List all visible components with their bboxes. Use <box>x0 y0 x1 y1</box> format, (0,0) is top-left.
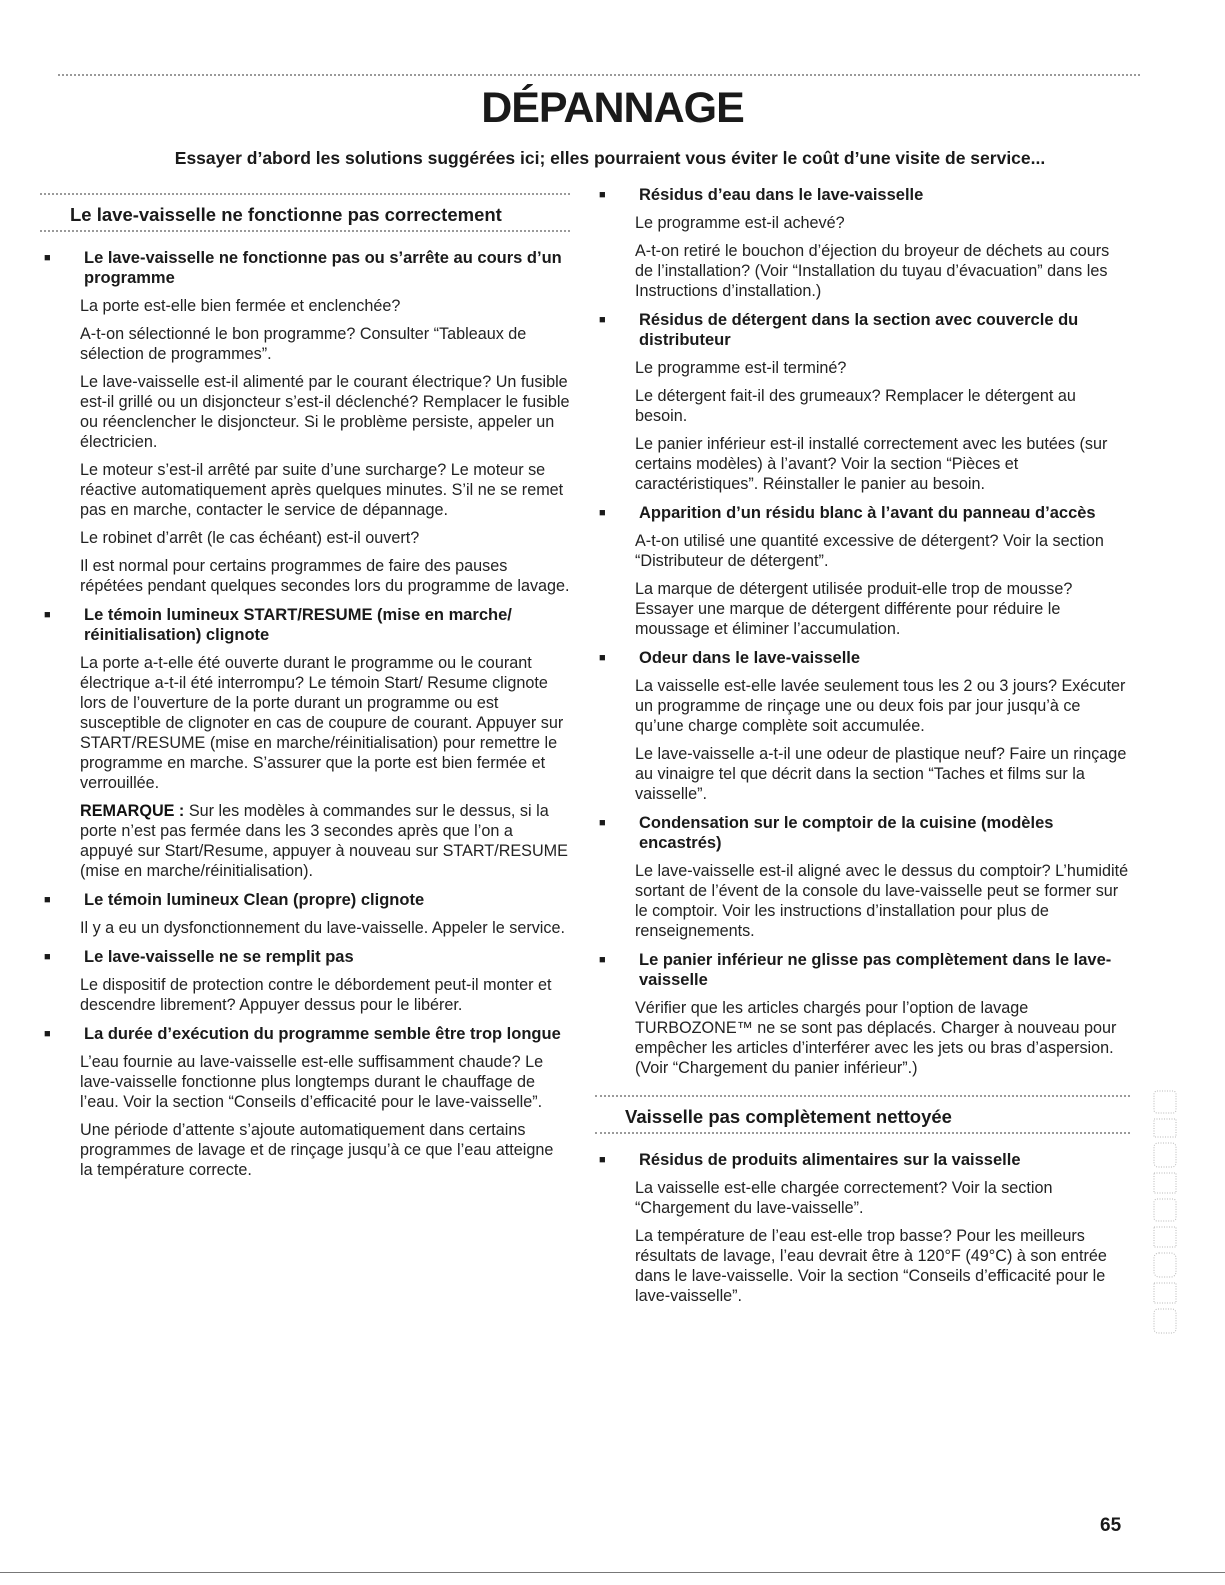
item-paragraph: Vérifier que les articles chargés pour l’option de lavage TURBOZONE™ ne se sont pas déplacés. Charger à nouveau pour empêcher les articles d’interférer avec les jets ou bras d’aspersion. (Voir “Chargement du panier inférieur”.) <box>635 999 1117 1077</box>
troubleshoot-item <box>595 813 1130 941</box>
item-paragraph: A-t-on sélectionné le bon programme? Consulter “Tableaux de sélection de programmes”. <box>80 325 527 363</box>
item-heading: Le lave-vaisselle ne se remplit pas <box>84 948 354 966</box>
section-rule-top <box>40 193 570 195</box>
item-paragraph: La vaisselle est-elle lavée seulement tous les 2 ou 3 jours? Exécuter un programme de rinçage une ou deux fois par jour jusqu’à ce qu’une charge complète soit accumulée. <box>635 677 1126 735</box>
item-heading: Le lave-vaisselle ne fonctionne pas ou s’arrête au cours d’un programme <box>84 249 562 287</box>
section-title: Le lave-vaisselle ne fonctionne pas correctement <box>70 204 502 225</box>
item-paragraph: Le robinet d’arrêt (le cas échéant) est-il ouvert? <box>80 529 420 547</box>
bottom-rule <box>0 1572 1225 1573</box>
bullet-icon: ■ <box>599 817 606 829</box>
item-paragraph: Le dispositif de protection contre le débordement peut-il monter et descendre librement? Appuyer dessus pour le libérer. <box>80 976 552 1014</box>
item-paragraph: Le lave-vaisselle est-il aligné avec le dessus du comptoir? L’humidité sortant de l’évent de la console du lave-vaisselle peut se former sur le comptoir. Voir les instructions d’installation pour plus de renseignements. <box>635 862 1129 940</box>
bullet-icon: ■ <box>44 951 51 963</box>
right-column <box>595 185 1130 1315</box>
section-rule-bottom <box>595 1132 1130 1134</box>
item-heading: Condensation sur le comptoir de la cuisine (modèles encastrés) <box>639 814 1054 852</box>
item-paragraph: Le programme est-il terminé? <box>635 359 847 377</box>
note-text: Sur les modèles à commandes sur le dessus, si la porte n’est pas fermée dans les 3 secondes après que l’on a appuyé sur Start/Resume, appuyer à nouveau sur START/RESUME (mise en marche/réinitialisation). <box>80 802 568 880</box>
item-paragraph: Il y a eu un dysfonctionnement du lave-vaisselle. Appeler le service. <box>80 919 565 937</box>
bullet-icon: ■ <box>44 609 51 621</box>
item-paragraph: Le panier inférieur est-il installé correctement avec les butées (sur certains modèles) à l’avant? Voir la section “Pièces et caractéristiques”. Réinstaller le panier au besoin. <box>635 435 1108 493</box>
item-paragraph: Le lave-vaisselle a-t-il une odeur de plastique neuf? Faire un rinçage au vinaigre tel que décrit dans la section “Taches et films sur la vaisselle”. <box>635 745 1127 803</box>
item-paragraph: La vaisselle est-elle chargée correctement? Voir la section “Chargement du lave-vaisselle”. <box>635 1179 1053 1217</box>
section-header <box>40 185 570 238</box>
item-paragraph: A-t-on retiré le bouchon d’éjection du broyeur de déchets au cours de l’installation? (Voir “Installation du tuyau d’évacuation” dans les Instructions d’installation.) <box>635 242 1110 300</box>
top-dotted-rule <box>58 74 1140 76</box>
bullet-icon: ■ <box>44 894 51 906</box>
item-paragraph: La porte est-elle bien fermée et enclenchée? <box>80 297 401 315</box>
troubleshoot-item <box>595 185 1130 301</box>
item-heading: Le panier inférieur ne glisse pas complètement dans le lave-vaisselle <box>639 951 1112 989</box>
item-paragraph: Il est normal pour certains programmes de faire des pauses répétées pendant quelques secondes lors du programme de lavage. <box>80 557 570 595</box>
item-heading: Apparition d’un résidu blanc à l’avant du panneau d’accès <box>639 504 1096 522</box>
item-paragraph: Le programme est-il achevé? <box>635 214 845 232</box>
page-number: 65 <box>1100 1515 1122 1536</box>
troubleshoot-item <box>40 248 570 596</box>
item-paragraph: La marque de détergent utilisée produit-elle trop de mousse? Essayer une marque de détergent différente pour réduire le moussage et éliminer l’accumulation. <box>635 580 1073 638</box>
item-heading: Résidus de détergent dans la section avec couvercle du distributeur <box>639 311 1079 349</box>
item-heading: La durée d’exécution du programme semble être trop longue <box>84 1025 561 1043</box>
item-paragraph: La porte a-t-elle été ouverte durant le programme ou le courant électrique a-t-il été interrompu? Le témoin Start/ Resume clignote lors de l’ouverture de la porte durant un programme ou est susceptible de clignoter en cas de coupure de courant. Appuyer sur START/RESUME (mise en marche/réinitialisation) pour remettre le programme en marche. S’assurer que la porte est bien fermée et verrouillée. <box>80 654 564 792</box>
page-subtitle: Essayer d’abord les solutions suggérées ici; elles pourraient vous éviter le coût d’une visite de service... <box>174 148 1046 168</box>
bullet-icon: ■ <box>599 189 606 201</box>
troubleshoot-item <box>40 1024 570 1180</box>
troubleshoot-item <box>595 503 1130 639</box>
watermark-stamp <box>1150 1085 1180 1340</box>
item-paragraph: Le moteur s’est-il arrêté par suite d’une surcharge? Le moteur se réactive automatiquement après quelques minutes. S’il ne se remet pas en marche, contacter le service de dépannage. <box>80 461 564 519</box>
troubleshoot-item <box>40 890 570 938</box>
item-heading: Résidus d’eau dans le lave-vaisselle <box>639 186 924 204</box>
item-heading: Odeur dans le lave-vaisselle <box>639 649 861 667</box>
item-paragraph: Le détergent fait-il des grumeaux? Remplacer le détergent au besoin. <box>635 387 1076 425</box>
note-paragraph <box>80 801 570 881</box>
troubleshoot-item <box>40 605 570 881</box>
troubleshoot-item <box>40 947 570 1015</box>
bullet-icon: ■ <box>599 1154 606 1166</box>
item-paragraph: Une période d’attente s’ajoute automatiquement dans certains programmes de lavage et de rinçage jusqu’à ce que l’eau atteigne la température correcte. <box>80 1121 554 1179</box>
left-column <box>40 185 570 1189</box>
bullet-icon: ■ <box>599 954 606 966</box>
section-header <box>595 1087 1130 1140</box>
bullet-icon: ■ <box>599 507 606 519</box>
item-paragraph: Le lave-vaisselle est-il alimenté par le courant électrique? Un fusible est-il grillé ou un disjoncteur s’est-il déclenché? Remplacer le fusible ou réenclencher le disjoncteur. Si le problème persiste, appeler un électricien. <box>80 373 570 451</box>
page-title: DÉPANNAGE <box>481 84 744 132</box>
item-paragraph: La température de l’eau est-elle trop basse? Pour les meilleurs résultats de lavage, l’eau devrait être à 120°F (49°C) à son entrée dans le lave-vaisselle. Voir la section “Conseils d’efficacité pour le lave-vaisselle”. <box>635 1227 1107 1305</box>
item-heading: Résidus de produits alimentaires sur la vaisselle <box>639 1151 1021 1169</box>
item-heading: Le témoin lumineux START/RESUME (mise en marche/ réinitialisation) clignote <box>84 606 512 644</box>
section-rule-top <box>595 1095 1130 1097</box>
troubleshoot-item <box>595 1150 1130 1306</box>
bullet-icon: ■ <box>44 252 51 264</box>
troubleshoot-item <box>595 648 1130 804</box>
troubleshoot-item <box>595 310 1130 494</box>
troubleshoot-item <box>595 950 1130 1078</box>
bullet-icon: ■ <box>599 314 606 326</box>
item-paragraph: A-t-on utilisé une quantité excessive de détergent? Voir la section “Distributeur de détergent”. <box>635 532 1104 570</box>
bullet-icon: ■ <box>44 1028 51 1040</box>
bullet-icon: ■ <box>599 652 606 664</box>
section-rule-bottom <box>40 230 570 232</box>
item-paragraph: L’eau fournie au lave-vaisselle est-elle suffisamment chaude? Le lave-vaisselle fonctionne plus longtemps durant le chauffage de l’eau. Voir la section “Conseils d’efficacité pour le lave-vaisselle”. <box>80 1053 544 1111</box>
note-label: REMARQUE : <box>80 802 185 820</box>
item-heading: Le témoin lumineux Clean (propre) clignote <box>84 891 425 909</box>
section-title: Vaisselle pas complètement nettoyée <box>625 1106 952 1127</box>
